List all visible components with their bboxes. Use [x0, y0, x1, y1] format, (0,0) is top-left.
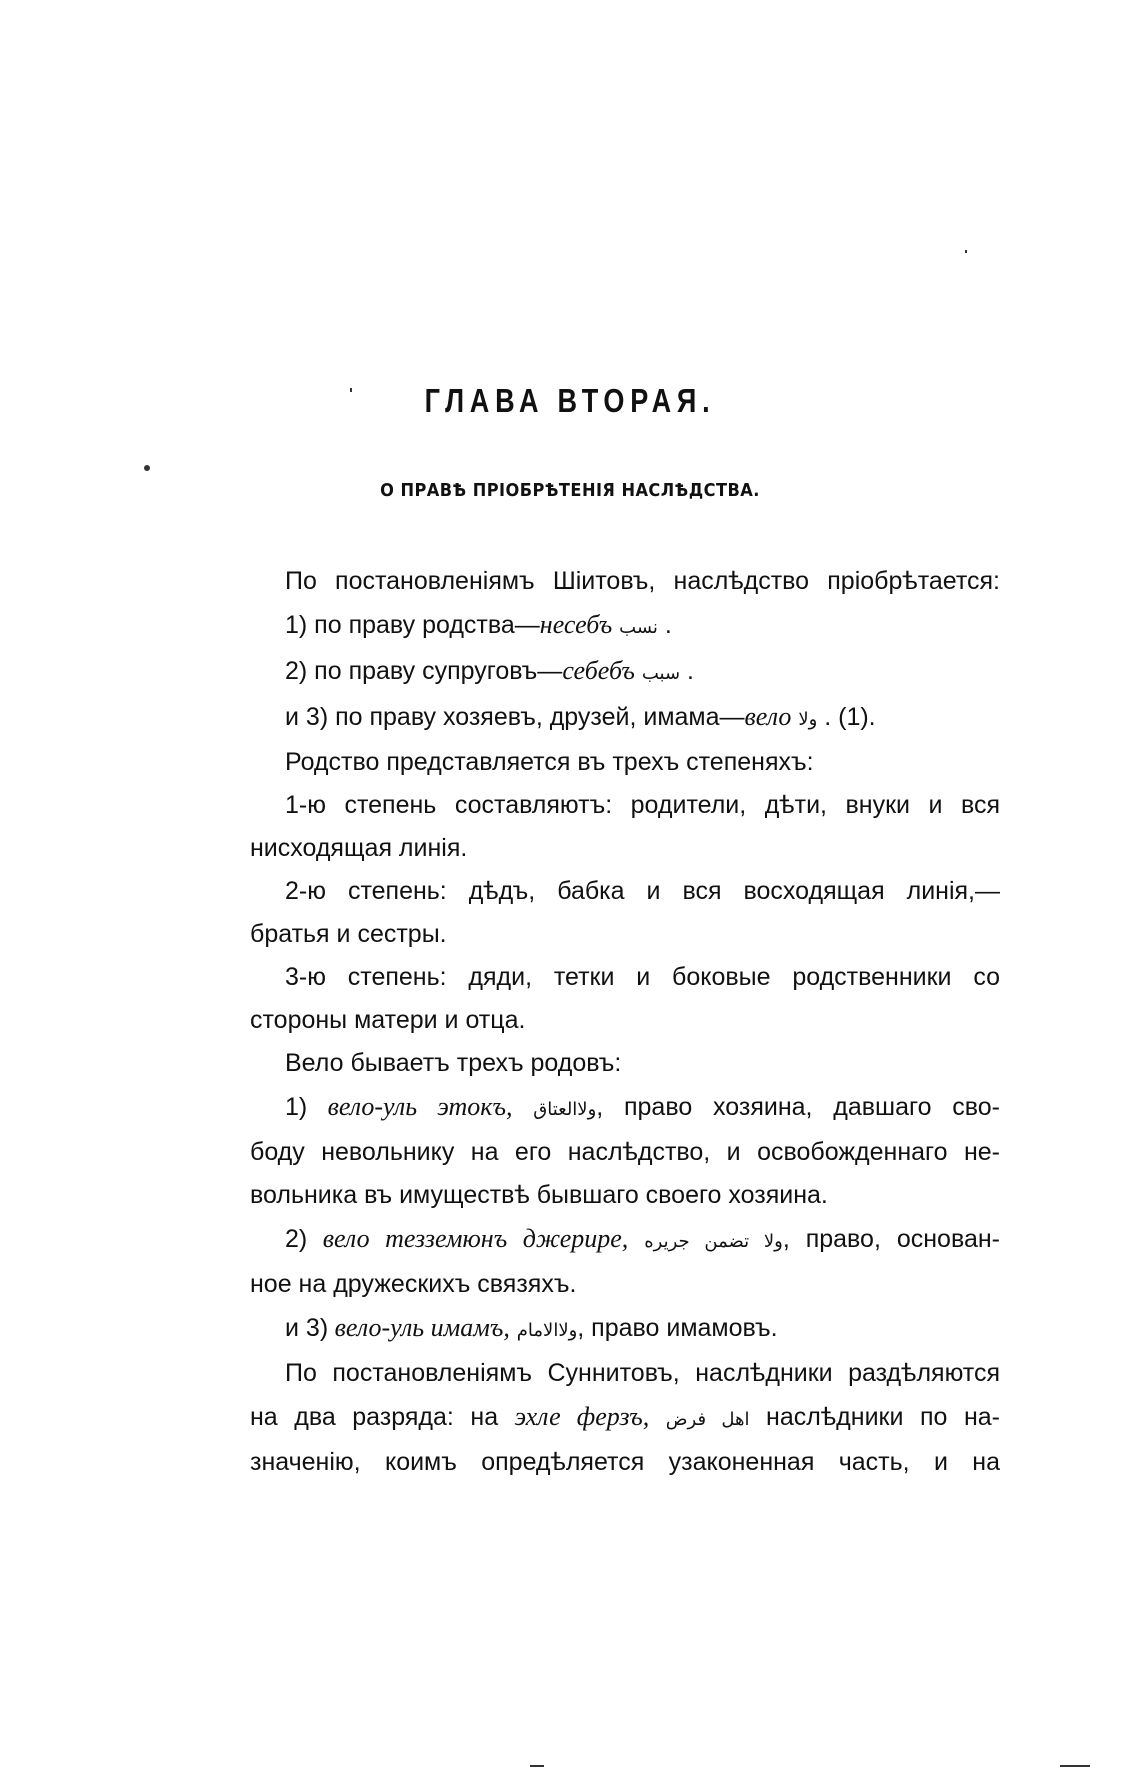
text-line: По постановленіямъ Суннитовъ, наслѣдники раздѣляются [285, 1359, 1000, 1387]
section-title: О ПРАВѢ ПРІОБРѢТЕНІЯ НАСЛѢДСТВА. [380, 480, 760, 501]
arabic-term: اهل فرض [665, 1409, 750, 1430]
text-line: нисходящая линія. [250, 834, 468, 862]
text-line: на два разряда: на эхле ферзъ, اهل فرض наслѣдники по на- [250, 1402, 1000, 1431]
arabic-term: ولاالعتاق [533, 1099, 597, 1120]
scan-speck [144, 465, 150, 471]
scan-speck [1060, 1765, 1090, 1767]
text-line: 3-ю степень: дяди, тетки и боковые родственники со [285, 963, 1000, 991]
arabic-term: نسب [619, 617, 658, 638]
text-line: ное на дружескихъ связяхъ. [250, 1270, 577, 1298]
text-line: братья и сестры. [250, 920, 447, 948]
scan-speck [350, 388, 352, 392]
arabic-term: ولاالامام [516, 1320, 578, 1341]
chapter-title: ГЛАВА ВТОРАЯ. [424, 382, 716, 419]
arabic-term: سبب [641, 663, 681, 684]
body-text [250, 560, 1000, 1484]
text-line: вольника въ имуществѣ бывшаго своего хозяина. [250, 1181, 828, 1209]
text-line: По постановленіямъ Шiитовъ, наслѣдство пріобрѣтается: [285, 567, 1000, 595]
text-line: 2) вело тезземюнъ джерире, ولا تضمن جريره, право, основан- [285, 1224, 1000, 1253]
text-line: 2) по праву супруговъ—себебъ سبب . [285, 656, 694, 685]
text-line: боду невольнику на его наслѣдство, и освобожденнаго не- [250, 1138, 1000, 1166]
text-line: 1) по праву родства—несебъ نسب . [285, 610, 672, 639]
arabic-term: ولا [798, 709, 818, 730]
text-line: стороны матери и отца. [250, 1006, 526, 1034]
scan-speck [530, 1765, 544, 1767]
text-line: значенію, коимъ опредѣляется узаконенная часть, и на [250, 1448, 1000, 1476]
text-line: и 3) по праву хозяевъ, друзей, имама—вело ولا . (1). [285, 702, 876, 731]
text-line: 2-ю степень: дѣдъ, бабка и вся восходящая линія,— [285, 877, 1000, 905]
arabic-term: ولا تضمن جريره [644, 1231, 783, 1252]
text-line: 1-ю степень составляютъ: родители, дѣти, внуки и вся [285, 791, 1000, 819]
text-line: 1) вело-уль этокъ, ولاالعتاق, право хозяина, давшаго сво- [285, 1092, 1000, 1121]
scan-speck [965, 250, 967, 253]
text-line: Родство представляется въ трехъ степеняхъ: [285, 748, 814, 776]
text-line: и 3) вело-уль имамъ, ولاالامام, право имамовъ. [285, 1313, 778, 1342]
text-line: Вело бываетъ трехъ родовъ: [285, 1049, 622, 1077]
